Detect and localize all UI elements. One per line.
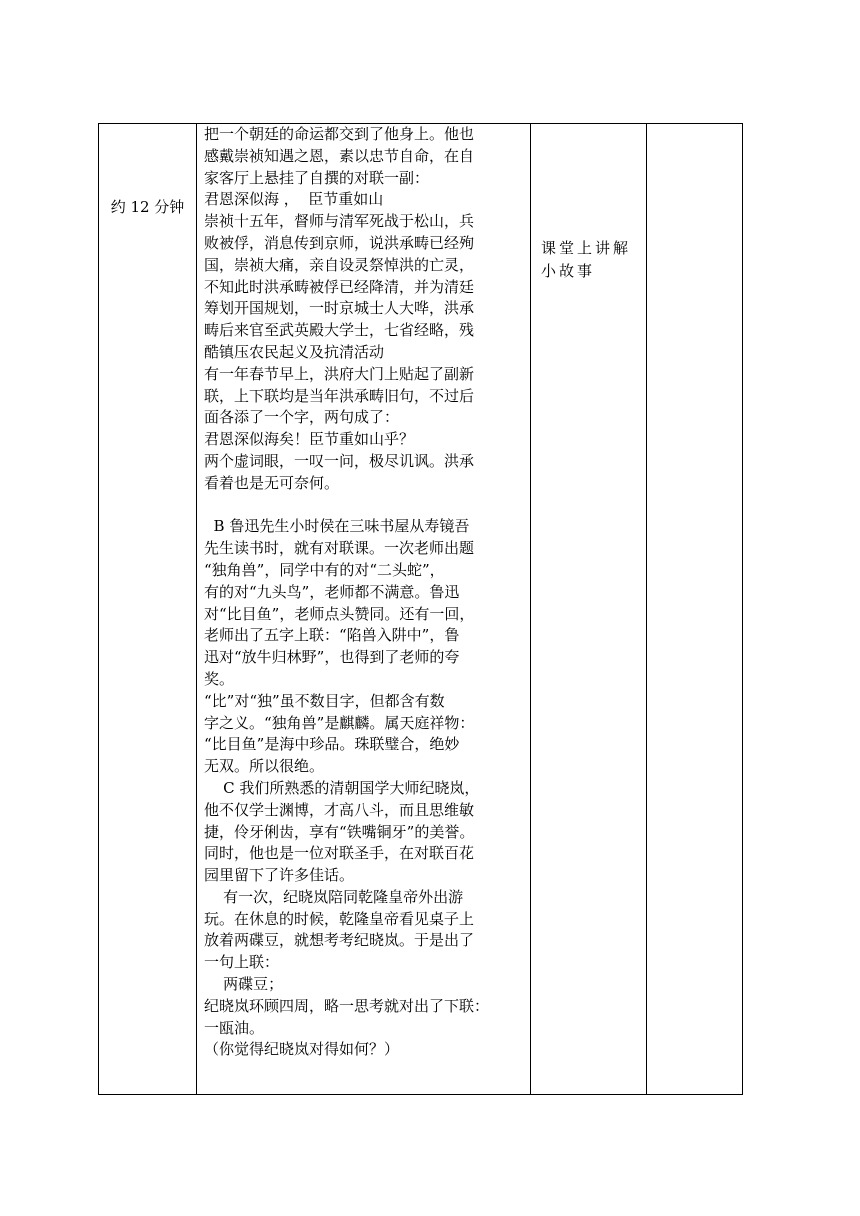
content-line: 玩。在休息的时候，乾隆皇帝看见桌子上: [204, 909, 475, 928]
notes-cell: [647, 124, 743, 1095]
content-line: 看着也是无可奈何。: [204, 473, 340, 492]
content-line: 同时，他也是一位对联圣手，在对联百花: [204, 844, 475, 863]
content-line: [204, 495, 526, 517]
content-line: 放着两碟豆，就想考考纪晓岚。于是出了: [204, 931, 475, 950]
lesson-plan-table: [98, 123, 743, 1095]
story-text: [204, 124, 526, 1061]
content-line: 联，上下联均是当年洪承畴旧句，不过后: [204, 386, 475, 405]
content-line: 一句上联：: [204, 953, 280, 972]
content-cell: [197, 124, 531, 1095]
teaching-method-cell: [531, 124, 647, 1095]
table-row: [99, 124, 743, 1095]
content-line: 迅对“放牛归林野”，也得到了老师的夸: [204, 648, 460, 667]
content-line: 先生读书时，就有对联课。一次老师出题: [204, 539, 475, 558]
content-line: 面各添了一个字，两句成了：: [204, 408, 400, 427]
content-line: 园里留下了许多佳话。: [204, 866, 355, 885]
content-line: 一瓯油。: [204, 1018, 265, 1037]
time-duration-text: 约 12 分钟: [110, 198, 185, 216]
content-line: 君恩深似海 ， 臣节重如山: [204, 190, 384, 209]
content-line: 不知此时洪承畴被俘已经降清，并为清廷: [204, 277, 475, 296]
content-line: 畴后来官至武英殿大学士，七省经略，残: [204, 321, 475, 340]
time-cell: [99, 124, 197, 1095]
content-line: 两碟豆；: [204, 975, 284, 994]
content-line: 两个虚词眼，一叹一问，极尽讥讽。洪承: [204, 451, 475, 470]
content-line: “比”对“独”虽不数目字，但都含有数: [204, 691, 445, 710]
content-line: 奖。: [204, 669, 235, 688]
content-line: 老师出了五字上联：“陷兽入阱中”，鲁: [204, 626, 460, 645]
content-line: 有一次，纪晓岚陪同乾隆皇帝外出游: [204, 887, 464, 906]
teaching-method-text: 课堂上讲解 小故事: [541, 239, 632, 280]
content-line: “比目鱼”是海中珍品。珠联璧合，绝妙: [204, 735, 460, 754]
content-line: 崇祯十五年，督师与清军死战于松山，兵: [204, 212, 475, 231]
content-line: 国，崇祯大痛，亲自设灵祭悼洪的亡灵，: [204, 255, 475, 274]
content-line: B 鲁迅先生小时侯在三味书屋从寿镜吾: [204, 517, 470, 536]
content-line: 筹划开国规划，一时京城士人大哗，洪承: [204, 299, 475, 318]
content-line: 把一个朝廷的命运都交到了他身上。他也: [204, 125, 475, 143]
content-line: 君恩深似海矣！臣节重如山乎？: [204, 430, 415, 449]
content-line: 纪晓岚环顾四周，略一思考就对出了下联：: [204, 996, 490, 1015]
content-line: 有的对“九头鸟”，老师都不满意。鲁迅: [204, 582, 460, 601]
content-line: 对“比目鱼”，老师点头赞同。还有一回，: [204, 604, 475, 623]
content-line: “独角兽”，同学中有的对“二头蛇”，: [204, 560, 445, 579]
content-line: 有一年春节早上，洪府大门上贴起了副新: [204, 364, 475, 383]
content-line: 字之义。“独角兽”是麒麟。属天庭祥物：: [204, 713, 475, 732]
content-line: 败被俘，消息传到京师，说洪承畴已经殉: [204, 233, 475, 252]
content-line: 酷镇压农民起义及抗清活动: [204, 342, 385, 361]
content-line: 捷，伶牙俐齿，享有“铁嘴铜牙”的美誉。: [204, 822, 475, 841]
content-line: 家客厅上悬挂了自撰的对联一副：: [204, 168, 430, 187]
content-line: C 我们所熟悉的清朝国学大师纪晓岚，: [204, 778, 480, 797]
content-line: （你觉得纪晓岚对得如何？）: [204, 1040, 400, 1059]
content-line: 感戴崇祯知遇之恩，素以忠节自命，在自: [204, 146, 475, 165]
content-line: 他不仅学士渊博，才高八斗，而且思维敏: [204, 800, 475, 819]
content-line: 无双。所以很绝。: [204, 757, 325, 776]
